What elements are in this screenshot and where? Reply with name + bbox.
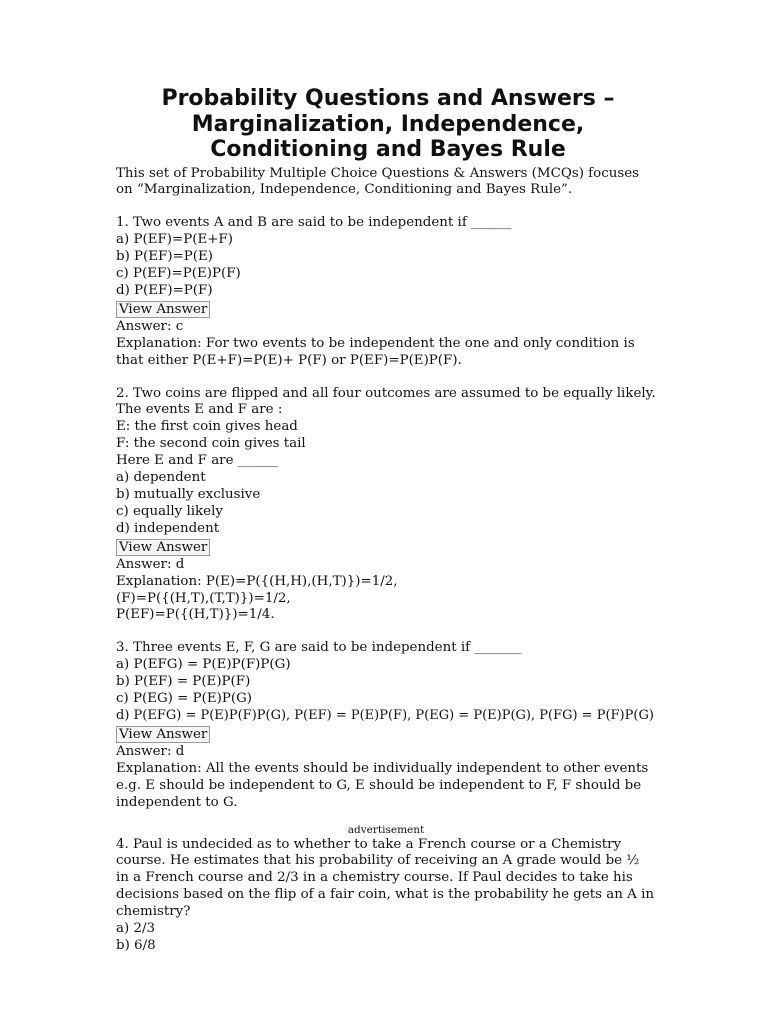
view-answer-button[interactable]: View Answer — [116, 301, 210, 318]
question-text: 1. Two events A and B are said to be independent if ______ — [116, 215, 512, 231]
question-2 — [116, 386, 656, 625]
question-3 — [116, 640, 656, 811]
question-1 — [116, 215, 656, 369]
answer-text: Answer: c — [116, 318, 184, 334]
question-text: 2. Two coins are flipped and all four outcomes are assumed to be equally likely. The events E and F are : — [116, 385, 656, 418]
option-c: c) P(EG) = P(E)P(G) — [116, 691, 253, 707]
question-text: Here E and F are ______ — [116, 453, 278, 469]
explanation-text: Explanation: P(E)=P({(H,H),(H,T)})=1/2, — [116, 573, 398, 589]
document-page — [116, 86, 656, 955]
question-text: F: the second coin gives tail — [116, 436, 306, 452]
option-b: b) 6/8 — [116, 937, 156, 953]
view-answer-button[interactable]: View Answer — [116, 726, 210, 743]
intro-paragraph: This set of Probability Multiple Choice Questions & Answers (MCQs) focuses on “Marginalization, Independence, Conditioning and Bayes Rule”. — [116, 165, 639, 198]
answer-text: Answer: d — [116, 556, 185, 572]
option-b: b) P(EF)=P(E) — [116, 249, 214, 265]
explanation-text: (F)=P({(H,T),(T,T)})=1/2, — [116, 590, 291, 606]
option-d: d) independent — [116, 520, 220, 536]
option-d: d) P(EF)=P(F) — [116, 282, 213, 298]
option-b: b) P(EF) = P(E)P(F) — [116, 674, 251, 690]
question-text: 3. Three events E, F, G are said to be independent if _______ — [116, 640, 522, 656]
question-4 — [116, 837, 656, 955]
option-a: a) 2/3 — [116, 921, 156, 937]
page-title: Probability Questions and Answers – Marginalization, Independence, Conditioning and Bayes Rule — [161, 86, 615, 162]
option-a: a) P(EFG) = P(E)P(F)P(G) — [116, 657, 291, 673]
view-answer-button[interactable]: View Answer — [116, 539, 210, 556]
explanation-text: Explanation: For two events to be independent the one and only condition is that either P(E+F)=P(E)+ P(F) or P(EF)=P(E)P(F). — [116, 335, 635, 368]
option-d: d) P(EFG) = P(E)P(F)P(G), P(EF) = P(E)P(F), P(EG) = P(E)P(G), P(FG) = P(F)P(G) — [116, 707, 654, 723]
option-c: c) P(EF)=P(E)P(F) — [116, 266, 241, 282]
explanation-text: P(EF)=P({(H,T)})=1/4. — [116, 607, 275, 623]
option-a: a) P(EF)=P(E+F) — [116, 232, 233, 248]
question-text: E: the first coin gives head — [116, 419, 298, 435]
advertisement-label: advertisement — [347, 823, 425, 836]
explanation-text: Explanation: All the events should be individually independent to other events e.g. E should be independent to G, E should be independent to F, F should be independent to G. — [116, 760, 649, 810]
question-text: 4. Paul is undecided as to whether to take a French course or a Chemistry course. He estimates that his probability of receiving an A grade would be ½ in a French course and 2/3 in a chemistry course. If Paul decides to take his decisions based on the flip of a fair coin, what is the probability he gets an A in chemistry? — [116, 836, 654, 920]
option-c: c) equally likely — [116, 503, 223, 519]
option-b: b) mutually exclusive — [116, 487, 261, 502]
answer-text: Answer: d — [116, 743, 185, 759]
option-a: a) dependent — [116, 470, 206, 486]
